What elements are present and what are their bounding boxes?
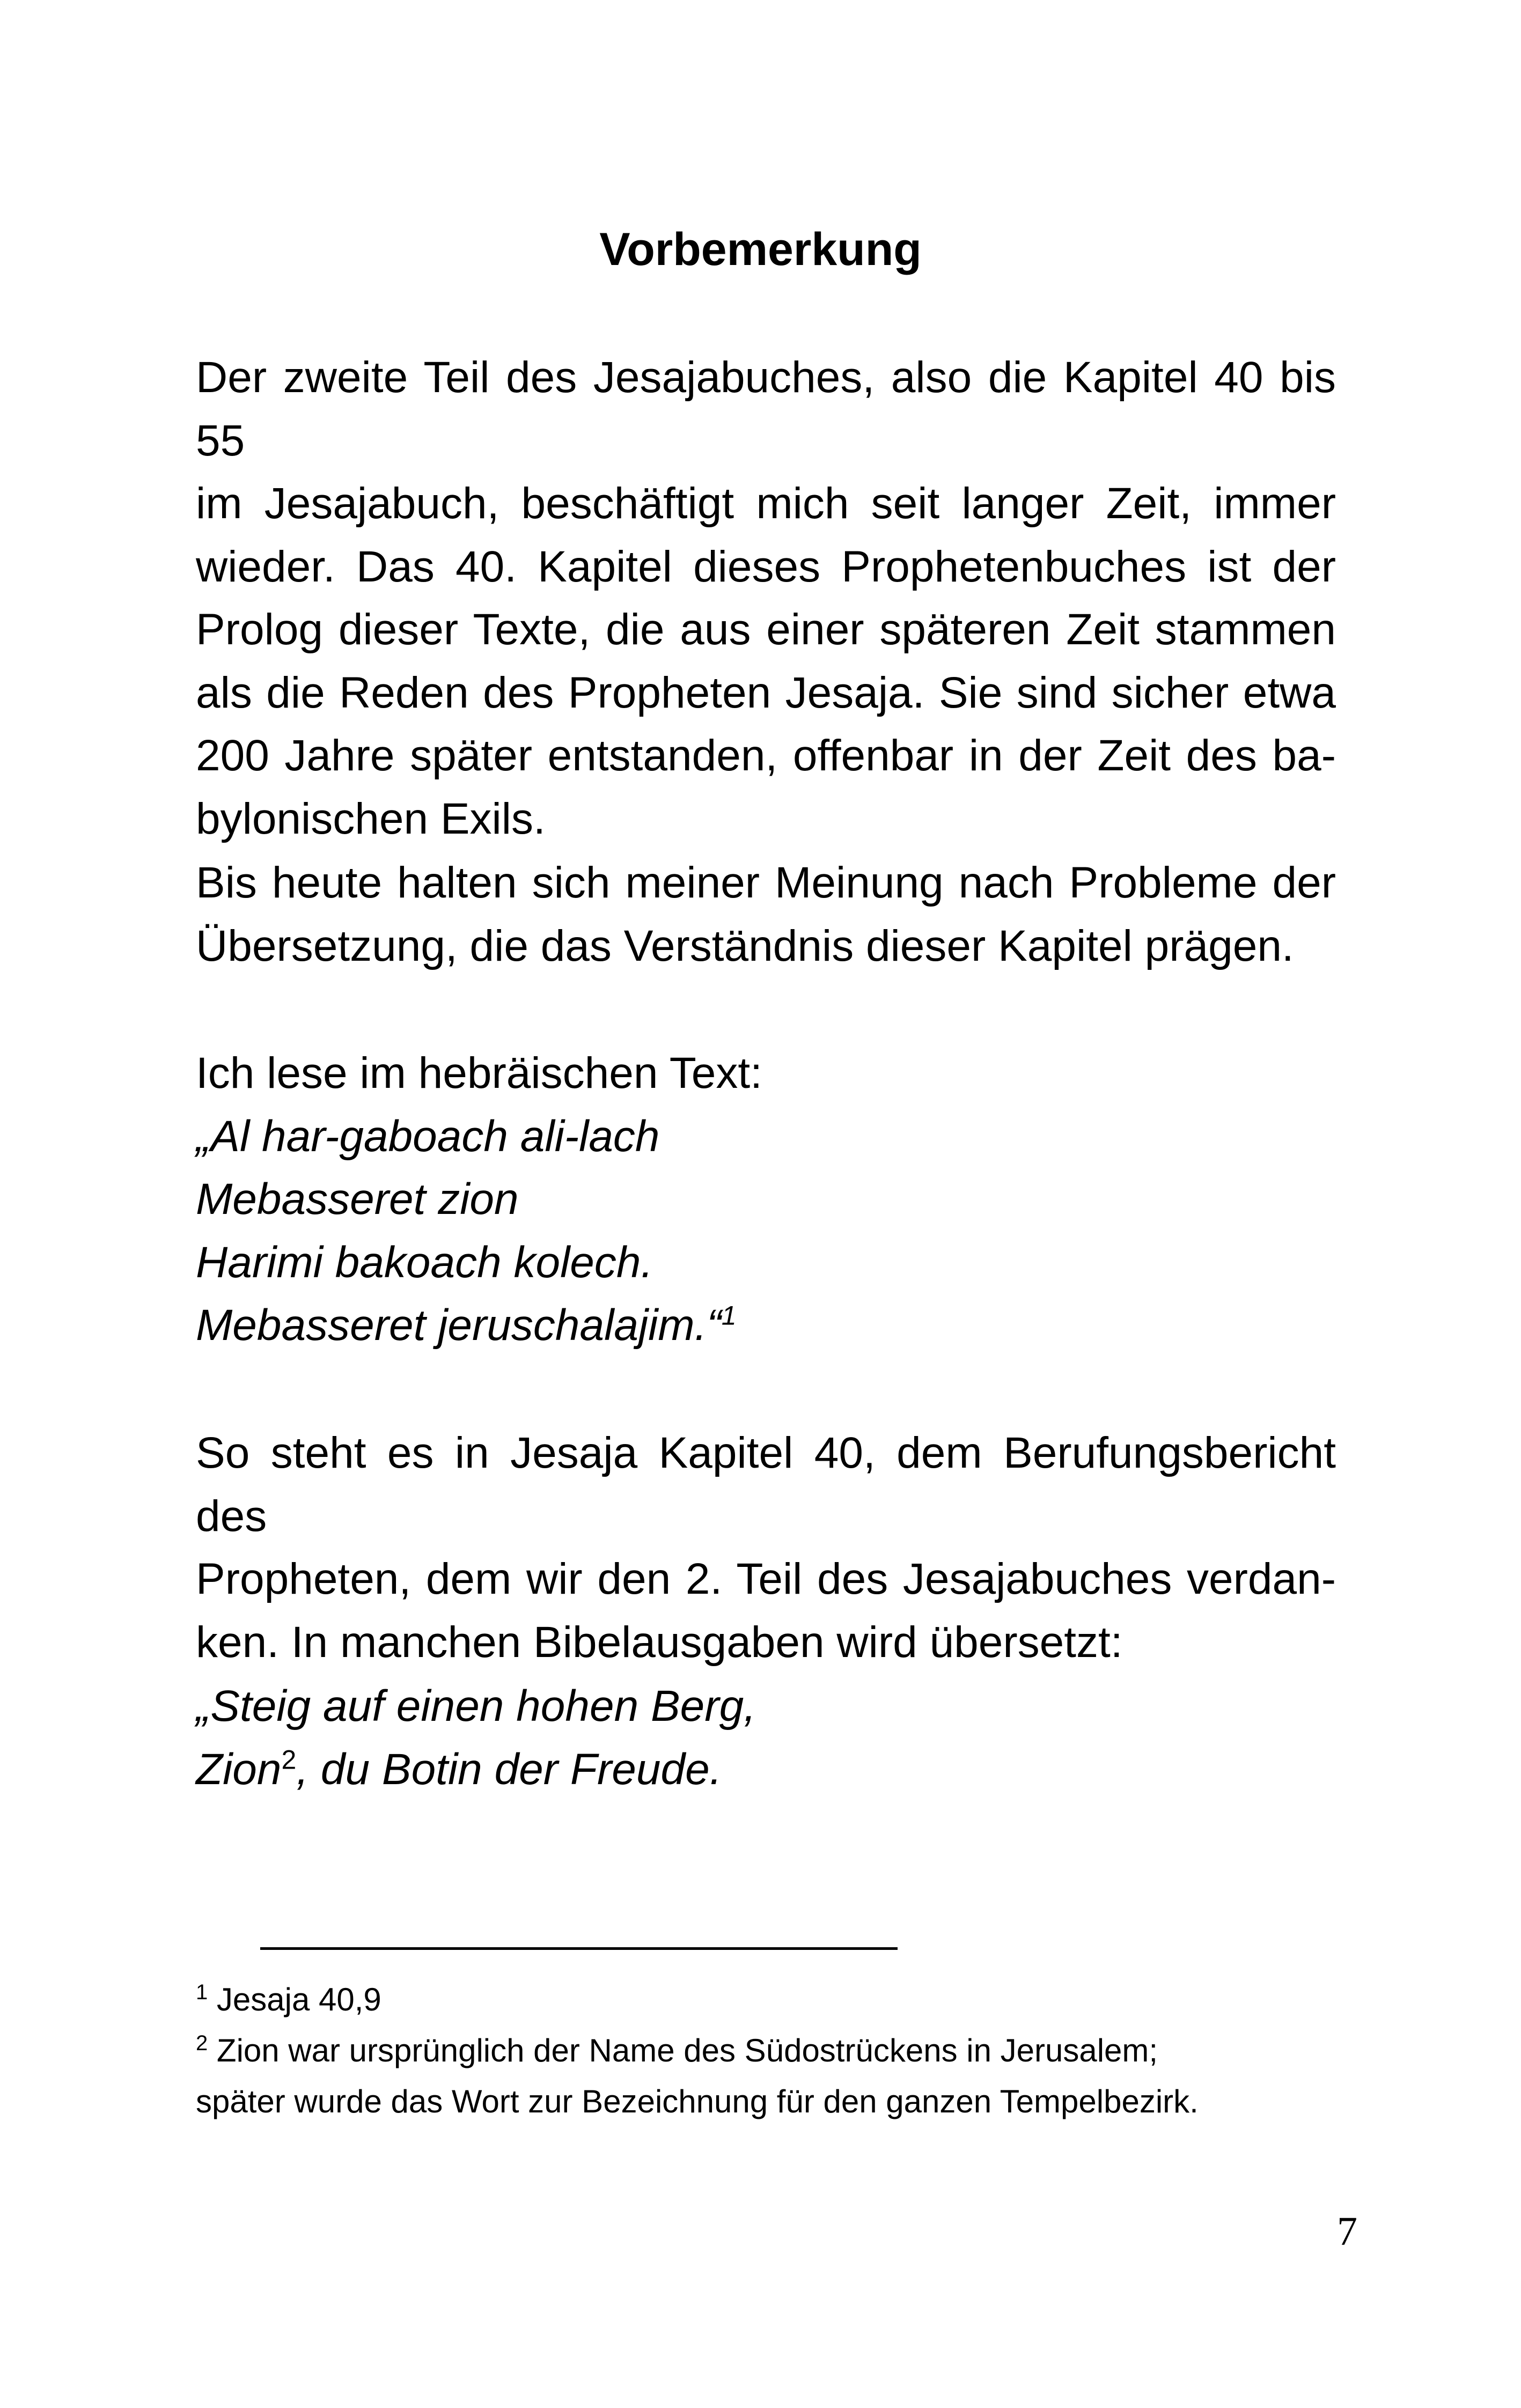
page-title: Vorbemerkung: [599, 224, 922, 275]
hebrew-text-section: [196, 1042, 1336, 1357]
footnote-number: 1: [196, 1980, 208, 2004]
paragraph-line: als die Reden des Propheten Jesaja. Sie sind sicher etwa: [196, 668, 1336, 717]
translation-quote-text: Zion: [196, 1744, 282, 1794]
translation-quote-line: „Steig auf einen hohen Berg,: [196, 1682, 756, 1730]
paragraph-line: Prolog dieser Texte, die aus einer späteren Zeit stammen: [196, 605, 1336, 654]
footnote-1: [196, 1974, 1344, 2025]
footnote-text: Zion war ursprünglich der Name des Südostrückens in Jerusalem;: [208, 2033, 1158, 2068]
hebrew-quote-line-last: [196, 1294, 1336, 1357]
paragraph-line: bylonischen Exils.: [196, 794, 546, 843]
hebrew-quote-line: „Al har-gaboach ali-lach: [196, 1111, 660, 1161]
footnote-number: 2: [196, 2031, 208, 2055]
translation-quote-text: , du Botin der Freude.: [296, 1744, 722, 1794]
paragraph-line: Der zweite Teil des Jesajabuches, also die Kapitel 40 bis 55: [196, 353, 1336, 465]
footnotes: [196, 1974, 1344, 2127]
paragraph-line: Propheten, dem wir den 2. Teil des Jesajabuches verdan-: [196, 1555, 1336, 1603]
paragraph-line: Übersetzung, die das Verständnis dieser Kapitel prägen.: [196, 921, 1294, 970]
footnote-text: Jesaja 40,9: [208, 1982, 381, 2017]
paragraph-line: 200 Jahre später entstanden, offenbar in der Zeit des ba-: [196, 731, 1336, 780]
paragraph-line: Bis heute halten sich meiner Meinung nach Probleme der: [196, 858, 1336, 907]
paragraph-intro: [196, 346, 1336, 850]
page-number: 7: [1337, 2209, 1357, 2254]
paragraph-calling-report: [196, 1422, 1336, 1674]
paragraph-line: So steht es in Jesaja Kapitel 40, dem Berufungsbericht des: [196, 1428, 1336, 1541]
footnote-reference-2: 2: [281, 1744, 297, 1775]
paragraph-translation-problems: [196, 851, 1336, 977]
paragraph-line: ken. In manchen Bibelausgaben wird übersetzt:: [196, 1617, 1123, 1667]
paragraph-line: Ich lese im hebräischen Text:: [196, 1049, 762, 1098]
footnote-text: später wurde das Wort zur Bezeichnung für den ganzen Tempelbezirk.: [196, 2083, 1199, 2119]
paragraph-line: wieder. Das 40. Kapitel dieses Prophetenbuches ist der: [196, 542, 1336, 591]
hebrew-quote-text: Mebasseret jeruschalajim.“: [196, 1301, 722, 1350]
hebrew-quote-line: Harimi bakoach kolech.: [196, 1238, 653, 1287]
footnote-2: [196, 2025, 1344, 2076]
translation-quote-line: [196, 1738, 1336, 1801]
footnote-divider: [260, 1947, 898, 1950]
translation-quote: [196, 1675, 1336, 1801]
footnote-2-continued: [196, 2076, 1344, 2127]
hebrew-quote-line: Mebasseret zion: [196, 1175, 519, 1224]
footnote-reference-1: 1: [721, 1300, 737, 1331]
paragraph-line: im Jesajabuch, beschäftigt mich seit langer Zeit, immer: [196, 479, 1336, 528]
